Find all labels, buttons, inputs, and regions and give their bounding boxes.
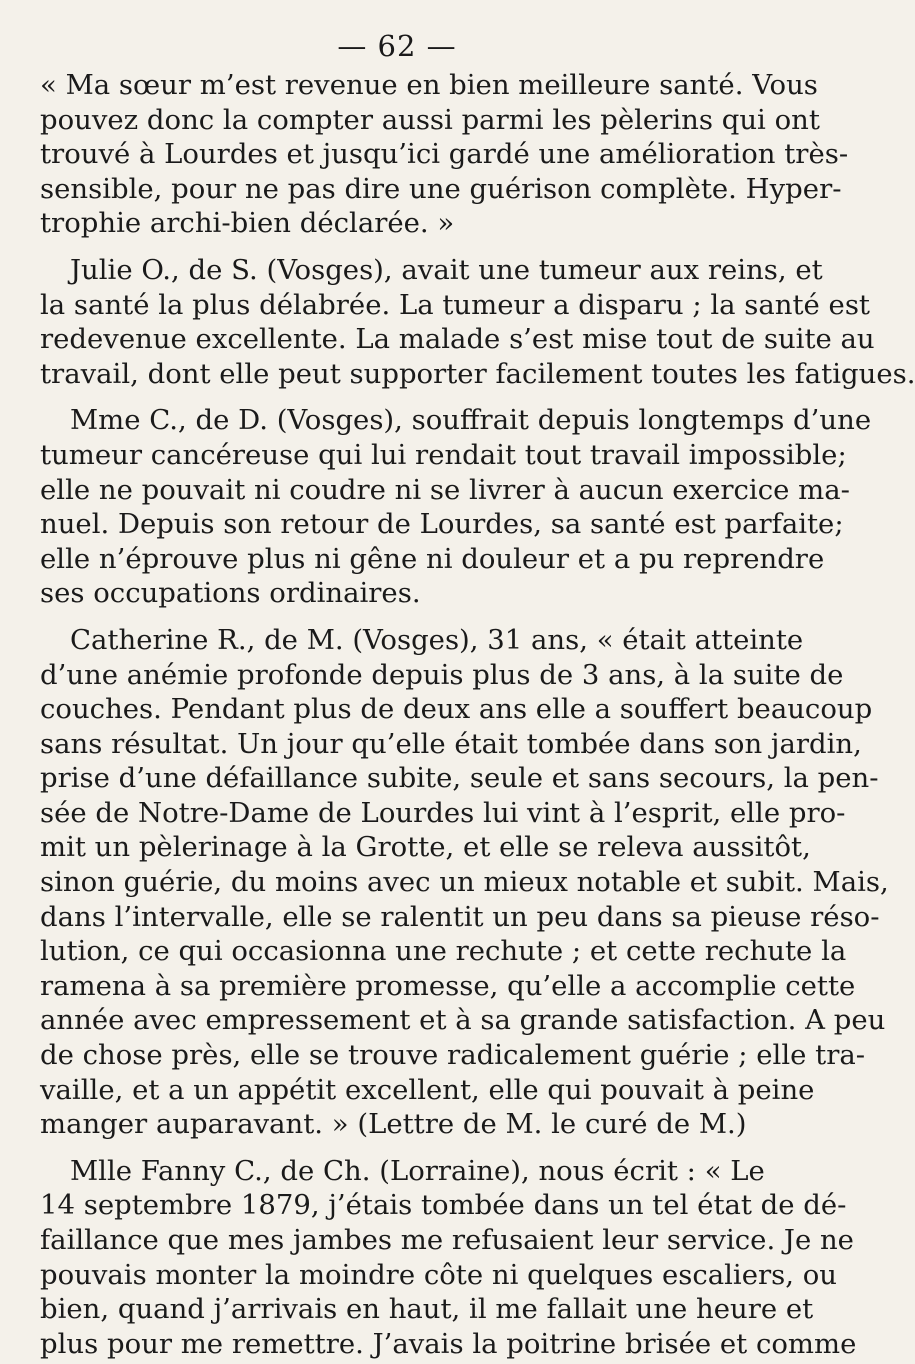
text-line: pouvais monter la moindre côte ni quelques escaliers, ou xyxy=(40,1258,838,1291)
text-line: de chose près, elle se trouve radicalement guérie ; elle tra- xyxy=(40,1039,866,1072)
text-line: Mlle Fanny C., de Ch. (Lorraine), nous écrit : « Le xyxy=(70,1154,765,1187)
text-line: faillance que mes jambes me refusaient leur service. Je ne xyxy=(40,1224,854,1256)
text-line: trophie archi-bien déclarée. » xyxy=(40,207,455,240)
text-line: lution, ce qui occasionna une rechute ; et cette rechute la xyxy=(40,935,847,968)
paragraph xyxy=(40,1154,857,1362)
paragraph xyxy=(40,68,849,241)
text-line: trouvé à Lourdes et jusqu’ici gardé une amélioration très- xyxy=(40,138,849,171)
text-line: 14 septembre 1879, j’étais tombée dans un tel état de dé- xyxy=(40,1189,847,1222)
text-line: « Ma sœur m’est revenue en bien meilleure santé. Vous xyxy=(40,69,818,101)
text-line: Mme C., de D. (Vosges), souffrait depuis longtemps d’une xyxy=(70,404,872,437)
text-line: elle n’éprouve plus ni gêne ni douleur et a pu reprendre xyxy=(40,542,825,575)
body-text xyxy=(40,68,915,1361)
text-line: vaille, et a un appétit excellent, elle qui pouvait à peine xyxy=(40,1073,815,1106)
text-line: ramena à sa première promesse, qu’elle a accomplie cette xyxy=(40,969,856,1002)
text-line: pouvez donc la compter aussi parmi les pèlerins qui ont xyxy=(40,103,820,136)
text-line: tumeur cancéreuse qui lui rendait tout travail impossible; xyxy=(40,438,847,471)
text-line: dans l’intervalle, elle se ralentit un peu dans sa pieuse réso- xyxy=(40,900,880,933)
text-line: sée de Notre-Dame de Lourdes lui vint à l’esprit, elle pro- xyxy=(40,796,846,829)
text-line: mit un pèlerinage à la Grotte, et elle se releva aussitôt, xyxy=(40,831,811,864)
text-line: Julie O., de S. (Vosges), avait une tumeur aux reins, et xyxy=(70,253,823,286)
paragraph xyxy=(40,253,915,391)
paragraph xyxy=(40,623,889,1142)
text-line: couches. Pendant plus de deux ans elle a souffert beaucoup xyxy=(40,693,873,726)
page-number: — 62 — xyxy=(337,29,457,63)
text-line: la santé la plus délabrée. La tumeur a disparu ; la santé est xyxy=(40,288,870,321)
text-line: d’une anémie profonde depuis plus de 3 ans, à la suite de xyxy=(40,658,844,691)
paragraph xyxy=(40,403,872,611)
text-line: manger auparavant. » (Lettre de M. le curé de M.) xyxy=(40,1108,747,1141)
text-line: sensible, pour ne pas dire une guérison complète. Hyper- xyxy=(40,172,842,205)
text-line: bien, quand j’arrivais en haut, il me fallait une heure et xyxy=(40,1293,814,1326)
text-line: elle ne pouvait ni coudre ni se livrer à aucun exercice ma- xyxy=(40,473,850,506)
text-line: Catherine R., de M. (Vosges), 31 ans, « était atteinte xyxy=(70,623,804,656)
text-line: nuel. Depuis son retour de Lourdes, sa santé est parfaite; xyxy=(40,508,844,541)
text-line: sinon guérie, du moins avec un mieux notable et subit. Mais, xyxy=(40,866,889,899)
text-line: ses occupations ordinaires. xyxy=(40,577,421,610)
text-line: plus pour me remettre. J’avais la poitrine brisée et comme xyxy=(40,1327,857,1360)
text-line: redevenue excellente. La malade s’est mise tout de suite au xyxy=(40,323,875,356)
text-line: travail, dont elle peut supporter facilement toutes les fatigues. xyxy=(40,357,915,390)
text-line: prise d’une défaillance subite, seule et sans secours, la pen- xyxy=(40,762,879,795)
text-line: sans résultat. Un jour qu’elle était tombée dans son jardin, xyxy=(40,727,862,760)
text-line: année avec empressement et à sa grande satisfaction. A peu xyxy=(40,1004,886,1037)
